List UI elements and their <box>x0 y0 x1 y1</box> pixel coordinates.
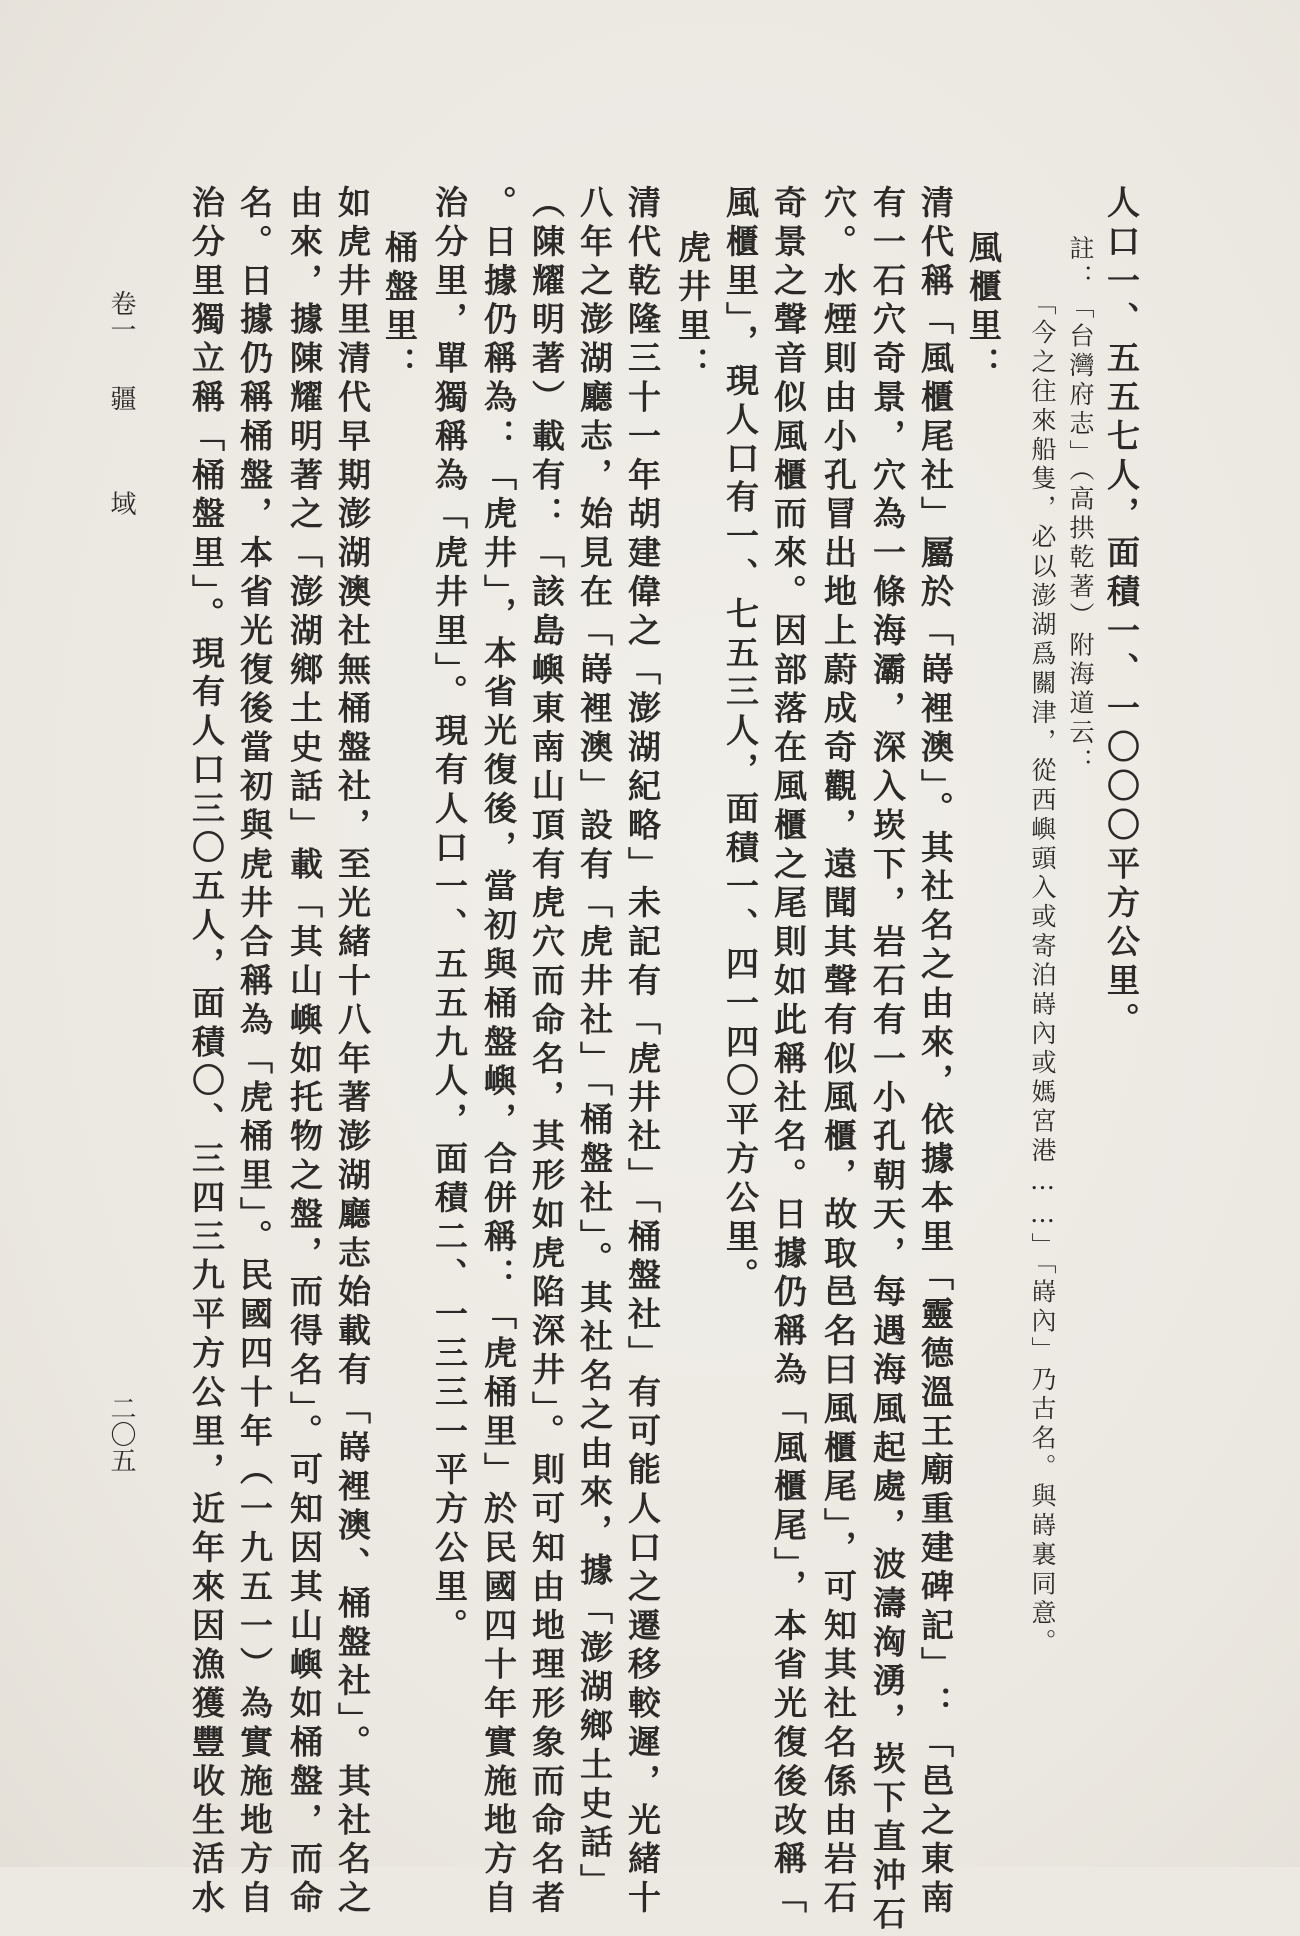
text-column-11: 治分里，單獨稱為「虎井里」。現有人口一、五五九人，面積二、一三三一平方公里。 <box>430 185 469 1647</box>
text-column-2: 清代稱「風櫃尾社」屬於「嵵裡澳」。其社名之由來，依據本里「靈德溫王廟重建碑記」：「邑之東南 <box>916 185 955 1919</box>
text-column-13: 由來，據陳耀明著之「澎湖鄉土史話」載「其山嶼如托物之盤，而得名」。可知因其山嶼如桶盤，而命 <box>285 185 324 1919</box>
text-column-1: 人口一、五五七人，面積一、一〇〇〇平方公里。 <box>1102 185 1141 1041</box>
section-heading-fenggui: 風櫃里： <box>964 230 1003 386</box>
text-column-6: 風櫃里」，現人口有一、七五三人，面積一、四一四〇平方公里。 <box>721 185 760 1297</box>
footer-section: 疆 <box>106 385 136 411</box>
text-column-3: 有一石穴奇景，穴為一條海灞，深入崁下，岩石有一小孔朝天，每遇海風起處，波濤洶湧，崁下直沖石 <box>868 185 907 1936</box>
text-column-14: 名。日據仍稱桶盤，本省光復後當初與虎井合稱為「虎桶里」。民國四十年（一九五一）為實施地方自 <box>235 185 274 1919</box>
text-column-4: 穴。水煙則由小孔冒出地上蔚成奇觀，遠聞其聲有似風櫃，故取邑名曰風櫃尾」，可知其社名係由岩石 <box>819 185 858 1919</box>
text-column-15: 治分里獨立稱「桶盤里」。現有人口三〇五人，面積〇、三四三九平方公里，近年來因漁獲豐收生活水 <box>187 185 226 1919</box>
footer-volume: 卷一 <box>106 290 136 342</box>
section-heading-tongpan: 桶盤里： <box>380 230 419 386</box>
text-column-5: 奇景之聲音似風櫃而來。因部落在風櫃之尾則如此稱社名。日據仍稱為「風櫃尾」，本省光復後改稱「 <box>769 185 808 1919</box>
text-column-10: 。日據仍稱為：「虎井」，本省光復後，當初與桶盤嶼，合併稱：「虎桶里」於民國四十年實施地方自 <box>479 185 518 1919</box>
page-number: 二〇五 <box>106 1395 136 1473</box>
text-column-12: 如虎井里清代早期澎湖澳社無桶盤社，至光緒十八年著澎湖廳志始載有「嵵裡澳、桶盤社」。其社名之 <box>333 185 372 1919</box>
note-column-2: 「今之往來船隻，必以澎湖爲關津，從西嶼頭入或寄泊嵵內或媽宮港……」「嵵內」乃古名。與嵵裏同意。 <box>1028 290 1057 1658</box>
text-column-8: 八年之澎湖廳志，始見在「嵵裡澳」設有「虎井社」「桶盤社」。其社名之由來，據「澎湖鄉土史話」 <box>575 185 614 1903</box>
text-column-7: 清代乾隆三十一年胡建偉之「澎湖紀略」未記有「虎井社」「桶盤社」有可能人口之遷移較遲，光緒十 <box>623 185 662 1919</box>
text-column-9: （陳耀明著）載有：「該島嶼東南山頂有虎穴而命名，其形如虎陷深井」。則可知由地理形象而命名者 <box>527 185 566 1919</box>
footer-section-2: 域 <box>106 490 136 516</box>
section-heading-hujing: 虎井里： <box>673 230 712 386</box>
note-column-1: 註：「台灣府志」（高拱乾著）附海道云： <box>1066 235 1095 778</box>
